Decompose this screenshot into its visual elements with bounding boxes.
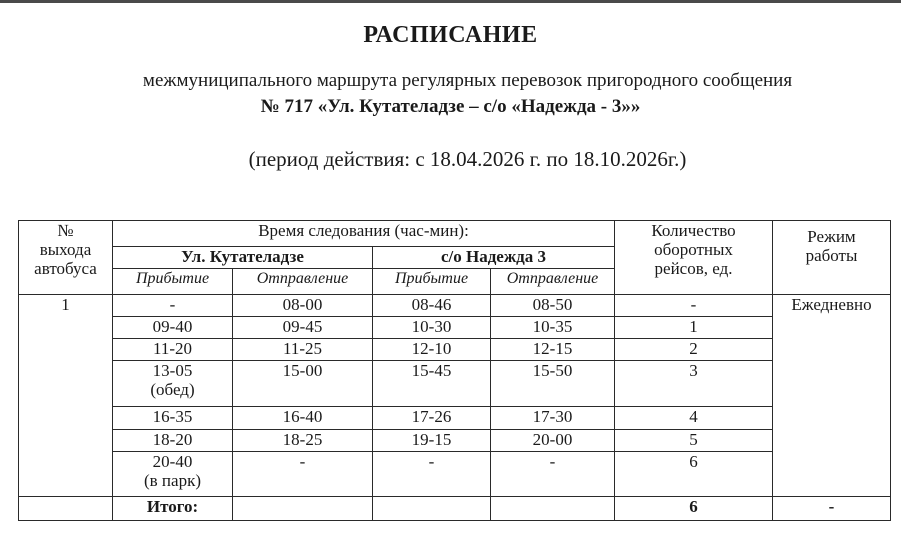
mode-cell: Ежедневно — [773, 295, 891, 497]
exit-number-cell: 1 — [19, 295, 113, 497]
stop-a-departure: - — [233, 452, 373, 497]
total-empty-cell — [491, 497, 615, 521]
stop-a-arrival: 13-05 (обед) — [113, 361, 233, 407]
stop-b-departure: 20-00 — [491, 430, 615, 452]
trips-count: 5 — [615, 430, 773, 452]
trips-count: - — [615, 295, 773, 317]
stop-b-arrival-header: Прибытие — [373, 269, 491, 295]
stop-b-arrival: 10-30 — [373, 317, 491, 339]
document-subtitle: межмуниципального маршрута регулярных перевозок пригородного сообщения — [142, 70, 793, 91]
stop-b-departure: 10-35 — [491, 317, 615, 339]
trips-count: 4 — [615, 407, 773, 430]
stop-a-arrival: 20-40 (в парк) — [113, 452, 233, 497]
stop-a-arrival: 16-35 — [113, 407, 233, 430]
col-travel-time-header: Время следования (час-мин): — [113, 221, 615, 247]
schedule-table — [18, 220, 891, 521]
total-empty-cell — [233, 497, 373, 521]
stop-b-header: с/о Надежда 3 — [373, 247, 615, 269]
stop-a-arrival: - — [113, 295, 233, 317]
trips-count: 1 — [615, 317, 773, 339]
stop-a-arrival: 18-20 — [113, 430, 233, 452]
stop-a-departure: 18-25 — [233, 430, 373, 452]
stop-b-arrival: 08-46 — [373, 295, 491, 317]
stop-b-departure: 08-50 — [491, 295, 615, 317]
total-trips: 6 — [615, 497, 773, 521]
table-row — [19, 339, 891, 361]
stop-b-departure: - — [491, 452, 615, 497]
total-mode: - — [773, 497, 891, 521]
trips-count: 3 — [615, 361, 773, 407]
table-row — [19, 407, 891, 430]
stop-b-arrival: 15-45 — [373, 361, 491, 407]
stop-b-departure: 15-50 — [491, 361, 615, 407]
stop-b-arrival: - — [373, 452, 491, 497]
stop-b-arrival: 19-15 — [373, 430, 491, 452]
stop-a-departure: 16-40 — [233, 407, 373, 430]
route-name: № 717 «Ул. Кутателадзе – с/о «Надежда - 3»» — [260, 96, 641, 117]
stop-a-departure: 08-00 — [233, 295, 373, 317]
total-empty-cell — [373, 497, 491, 521]
stop-a-header: Ул. Кутателадзе — [113, 247, 373, 269]
col-trips-header: Количество оборотных рейсов, ед. — [615, 221, 773, 295]
validity-period: (период действия: с 18.04.2026 г. по 18.10.2026г.) — [248, 147, 687, 171]
total-label: Итого: — [113, 497, 233, 521]
col-exit-number-header: № выхода автобуса — [19, 221, 113, 295]
table-row — [19, 317, 891, 339]
stop-a-arrival: 09-40 — [113, 317, 233, 339]
stop-a-arrival: 11-20 — [113, 339, 233, 361]
stop-a-departure: 11-25 — [233, 339, 373, 361]
stop-b-arrival: 12-10 — [373, 339, 491, 361]
stop-b-departure: 17-30 — [491, 407, 615, 430]
stop-a-departure-header: Отправление — [233, 269, 373, 295]
stop-a-departure: 15-00 — [233, 361, 373, 407]
table-row — [19, 361, 891, 407]
scan-top-edge — [0, 0, 901, 3]
table-row — [19, 452, 891, 497]
table-row — [19, 295, 891, 317]
stop-a-departure: 09-45 — [233, 317, 373, 339]
trips-count: 2 — [615, 339, 773, 361]
stop-b-departure-header: Отправление — [491, 269, 615, 295]
total-empty-cell — [19, 497, 113, 521]
stop-b-arrival: 17-26 — [373, 407, 491, 430]
header-row — [19, 221, 891, 247]
trips-count: 6 — [615, 452, 773, 497]
table-row — [19, 430, 891, 452]
stop-b-departure: 12-15 — [491, 339, 615, 361]
document-title: РАСПИСАНИЕ — [363, 22, 538, 48]
total-row — [19, 497, 891, 521]
stop-a-arrival-header: Прибытие — [113, 269, 233, 295]
col-mode-header: Режим работы — [773, 221, 891, 295]
